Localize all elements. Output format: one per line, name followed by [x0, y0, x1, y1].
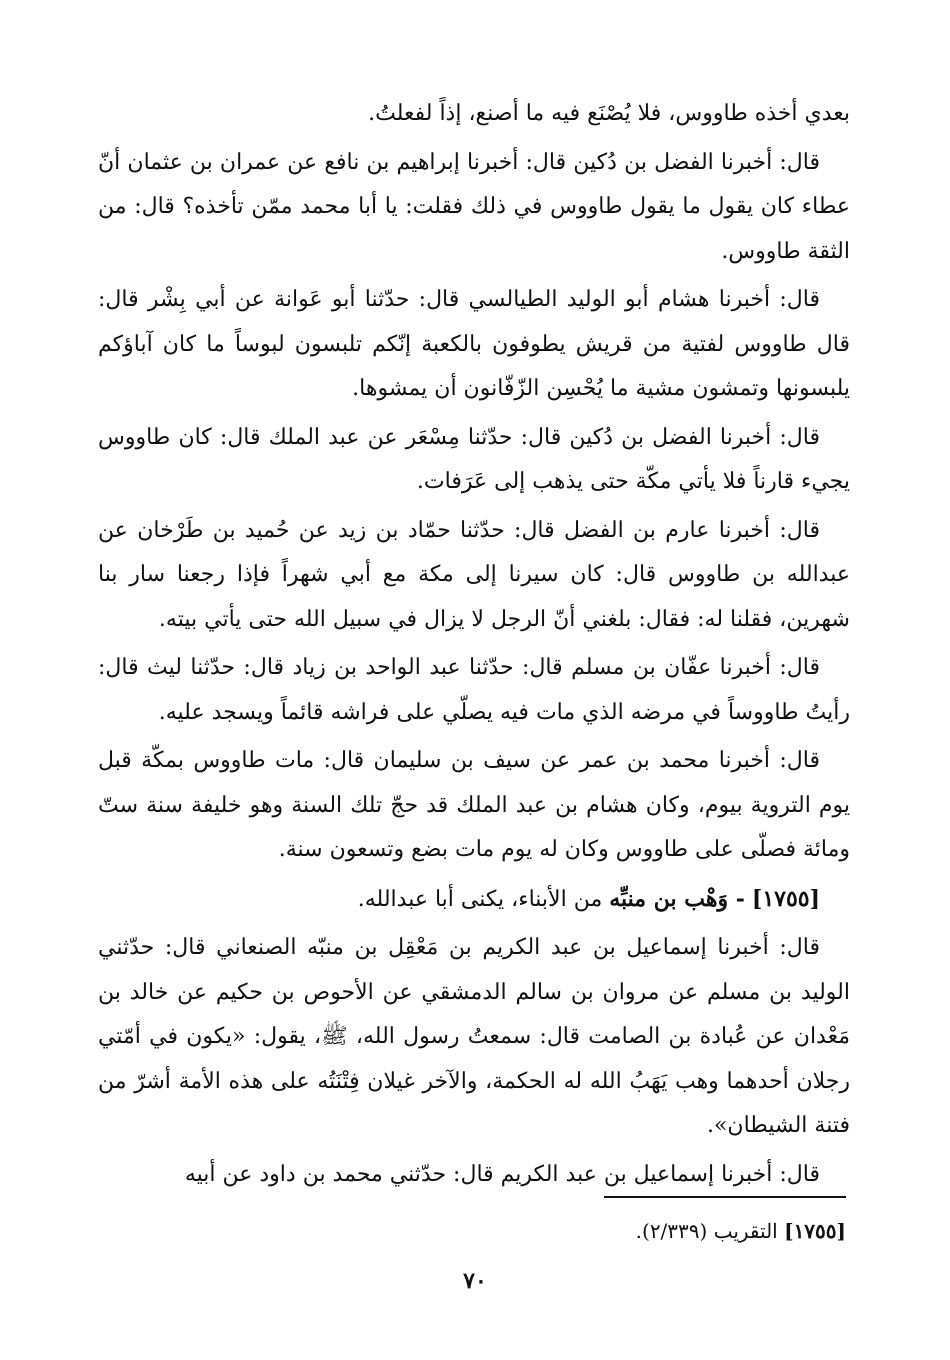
paragraph-narration: قال: أخبرنا الفضل بن دُكين قال: حدّثنا مِسْعَر عن عبد الملك قال: كان طاووس يجيء قارناً فلا يأتي مكّة حتى يذهب إلى عَرَفات. — [98, 424, 850, 494]
paragraph-narration: قال: أخبرنا عفّان بن مسلم قال: حدّثنا عبد الواحد بن زياد قال: حدّثنا ليث قال: رأيتُ طاووساً في مرضه الذي مات فيه يصلّي على فراشه قائماً ويسجد عليه. — [98, 655, 850, 725]
paragraph-narration: قال: أخبرنا إسماعيل بن عبد الكريم بن مَعْقِل بن منبّه الصنعاني قال: حدّثني الوليد بن مسلم عن مروان بن سالم الدمشقي عن الأحوص بن حكيم عن خالد بن مَعْدان عن عُبادة بن الصامت قال: سمعتُ رسول الله، ﷺ، يقول: «يكون في أمّتي رجلان أحدهما وهب يَهَبُ الله له الحكمة، والآخر غيلان فِتْنَتُه على هذه الأمة أشرّ من فتنة الشيطان». — [98, 935, 850, 1138]
paragraph-narration: قال: أخبرنا هشام أبو الوليد الطيالسي قال: حدّثنا أبو عَوانة عن أبي بِشْر قال: قال طاووس لفتية من قريش يطوفون بالكعبة إنّكم تلبسون لبوساً ما كان آباؤكم يلبسونها وتمشون مشية ما يُحْسِن الزّفّانون أن يمشوها. — [98, 287, 850, 401]
entry-description: من الأبناء، يكنى أبا عبدالله. — [357, 886, 610, 912]
page-number: ٧٠ — [463, 1268, 487, 1294]
footnote-divider — [604, 1196, 846, 1198]
footnote-text: التقريب (٢/٣٣٩). — [635, 1219, 785, 1243]
paragraph-narration: قال: أخبرنا عارم بن الفضل قال: حدّثنا حمّاد بن زيد عن حُميد بن طَرْخان عن عبدالله بن طاووس قال: كان سيرنا إلى مكة مع أبي شهراً فإذا رجعنا سار بنا شهرين، فقلنا له: فقال: بلغني أنّ الرجل لا يزال في سبيل الله حتى يأتي بيته. — [98, 517, 850, 632]
paragraph-narration: قال: أخبرنا إسماعيل بن عبد الكريم قال: حدّثني محمد بن داود عن أبيه — [184, 1161, 820, 1187]
footnote — [246, 1216, 846, 1246]
entry-number: [١٧٥٥] — [751, 885, 820, 912]
paragraph-narration: قال: أخبرنا الفضل بن دُكين قال: أخبرنا إبراهيم بن نافع عن عمران بن عثمان أنّ عطاء كان يقول ما يقول طاووس في ذلك فقلت: يا أبا محمد ممّن تأخذه؟ قال: من الثقة طاووس. — [98, 149, 850, 264]
paragraph-continuation: بعدي أخذه طاووس، فلا يُصْنَع فيه ما أصنع، إذاً لفعلتُ. — [368, 101, 850, 126]
footnote-ref: [١٧٥٥] — [784, 1219, 846, 1243]
entry-name: - وَهْب بن منبِّه — [609, 885, 745, 912]
paragraph-narration: قال: أخبرنا محمد بن عمر عن سيف بن سليمان قال: مات طاووس بمكّة قبل يوم التروية بيوم، وكان هشام بن عبد الملك قد حجّ تلك السنة وهو خليفة سنة ستّ ومائة فصلّى على طاووس وكان له يوم مات بضع وتسعون سنة. — [98, 748, 850, 862]
entry-heading — [98, 877, 850, 923]
body-text — [98, 92, 850, 1197]
